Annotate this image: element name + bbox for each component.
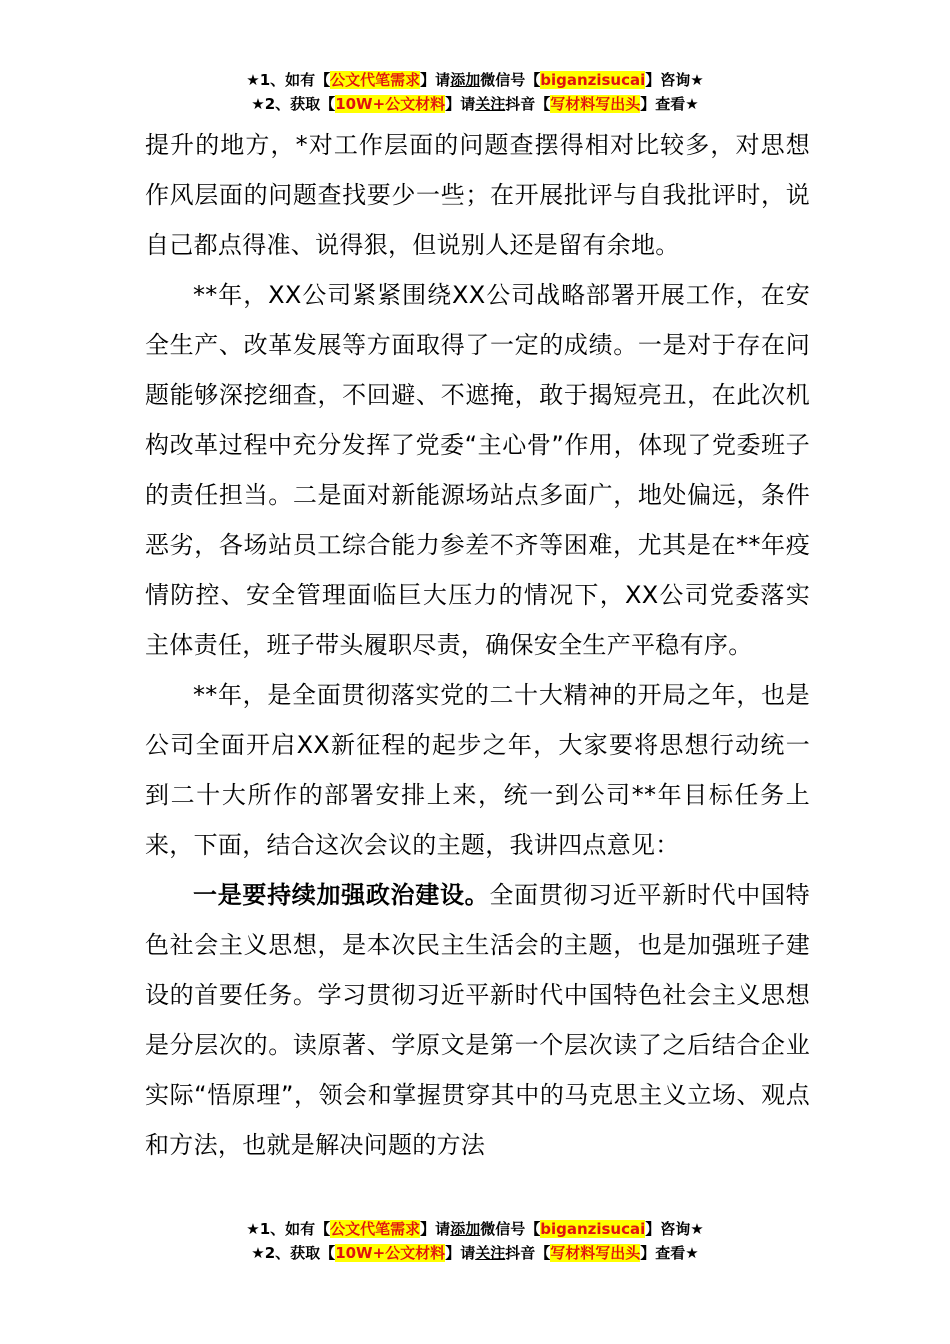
banner-text: 】查看★ (640, 1244, 699, 1262)
banner-text: 】咨询★ (645, 1220, 704, 1238)
banner-line-2 (0, 1241, 950, 1265)
banner-line-1 (0, 68, 950, 92)
banner-douyin-name: 写材料写出头 (550, 1244, 641, 1262)
document-body (145, 120, 810, 1170)
paragraph-2: **年，XX公司紧紧围绕XX公司战略部署开展工作，在安全生产、改革发展等方面取得了一定的成绩。一是对于存在问题能够深挖细查，不回避、不遮掩，敢于揭短亮丑，在此次机构改革过程中充分发挥了党委“主心骨”作用，体现了党委班子的责任担当。二是面对新能源场站点多面广，地处偏远，条件恶劣，各场站员工综合能力参差不齐等困难，尤其是在**年疫情防控、安全管理面临巨大压力的情况下，XX公司党委落实主体责任，班子带头履职尽责，确保安全生产平稳有序。 (145, 281, 810, 659)
banner-text: ★2、获取【 (251, 1244, 336, 1262)
paragraph-4-heading: 一是要持续加强政治建设。 (193, 881, 490, 909)
banner-text: 】请 (445, 95, 476, 113)
banner-text: 抖音【 (505, 95, 551, 113)
banner-underlined: 添加 (450, 1220, 481, 1238)
banner-underlined: 关注 (475, 95, 506, 113)
banner-text: 微信号【 (480, 1220, 541, 1238)
banner-line-2 (0, 92, 950, 116)
banner-underlined: 关注 (475, 1244, 506, 1262)
paragraph-4-text: 全面贯彻习近平新时代中国特色社会主义思想，是本次民主生活会的主题，也是加强班子建设的首要任务。学习贯彻习近平新时代中国特色社会主义思想是分层次的。读原著、学原文是第一个层次读了之后结合企业实际“悟原理”，领会和掌握贯穿其中的马克思主义立场、观点和方法，也就是解决问题的方法 (145, 881, 810, 1159)
banner-highlight: 公文代笔需求 (330, 1220, 421, 1238)
banner-highlight: 10W+公文材料 (335, 1244, 446, 1262)
banner-text: 】请 (445, 1244, 476, 1262)
banner-text: 】咨询★ (645, 71, 704, 89)
banner-underlined: 添加 (450, 71, 481, 89)
banner-douyin-name: 写材料写出头 (550, 95, 641, 113)
banner-text: ★2、获取【 (251, 95, 336, 113)
paragraph-3: **年，是全面贯彻落实党的二十大精神的开局之年，也是公司全面开启XX新征程的起步之年，大家要将思想行动统一到二十大所作的部署安排上来，统一到公司**年目标任务上来，下面，结合这次会议的主题，我讲四点意见： (145, 681, 810, 859)
banner-text: 微信号【 (480, 71, 541, 89)
banner-wechat-id: biganzisucai (540, 1220, 646, 1238)
banner-text: ★1、如有【 (246, 1220, 331, 1238)
top-banner (0, 68, 950, 116)
banner-wechat-id: biganzisucai (540, 71, 646, 89)
banner-line-1 (0, 1217, 950, 1241)
paragraph-4 (145, 870, 810, 1170)
paragraph-1: 提升的地方，*对工作层面的问题查摆得相对比较多，对思想作风层面的问题查找要少一些；在开展批评与自我批评时，说自己都点得准、说得狠，但说别人还是留有余地。 (145, 131, 810, 259)
banner-text: 抖音【 (505, 1244, 551, 1262)
banner-highlight: 10W+公文材料 (335, 95, 446, 113)
banner-text: 】请 (420, 71, 451, 89)
banner-highlight: 公文代笔需求 (330, 71, 421, 89)
banner-text: 】请 (420, 1220, 451, 1238)
bottom-banner (0, 1217, 950, 1265)
banner-text: 】查看★ (640, 95, 699, 113)
banner-text: ★1、如有【 (246, 71, 331, 89)
